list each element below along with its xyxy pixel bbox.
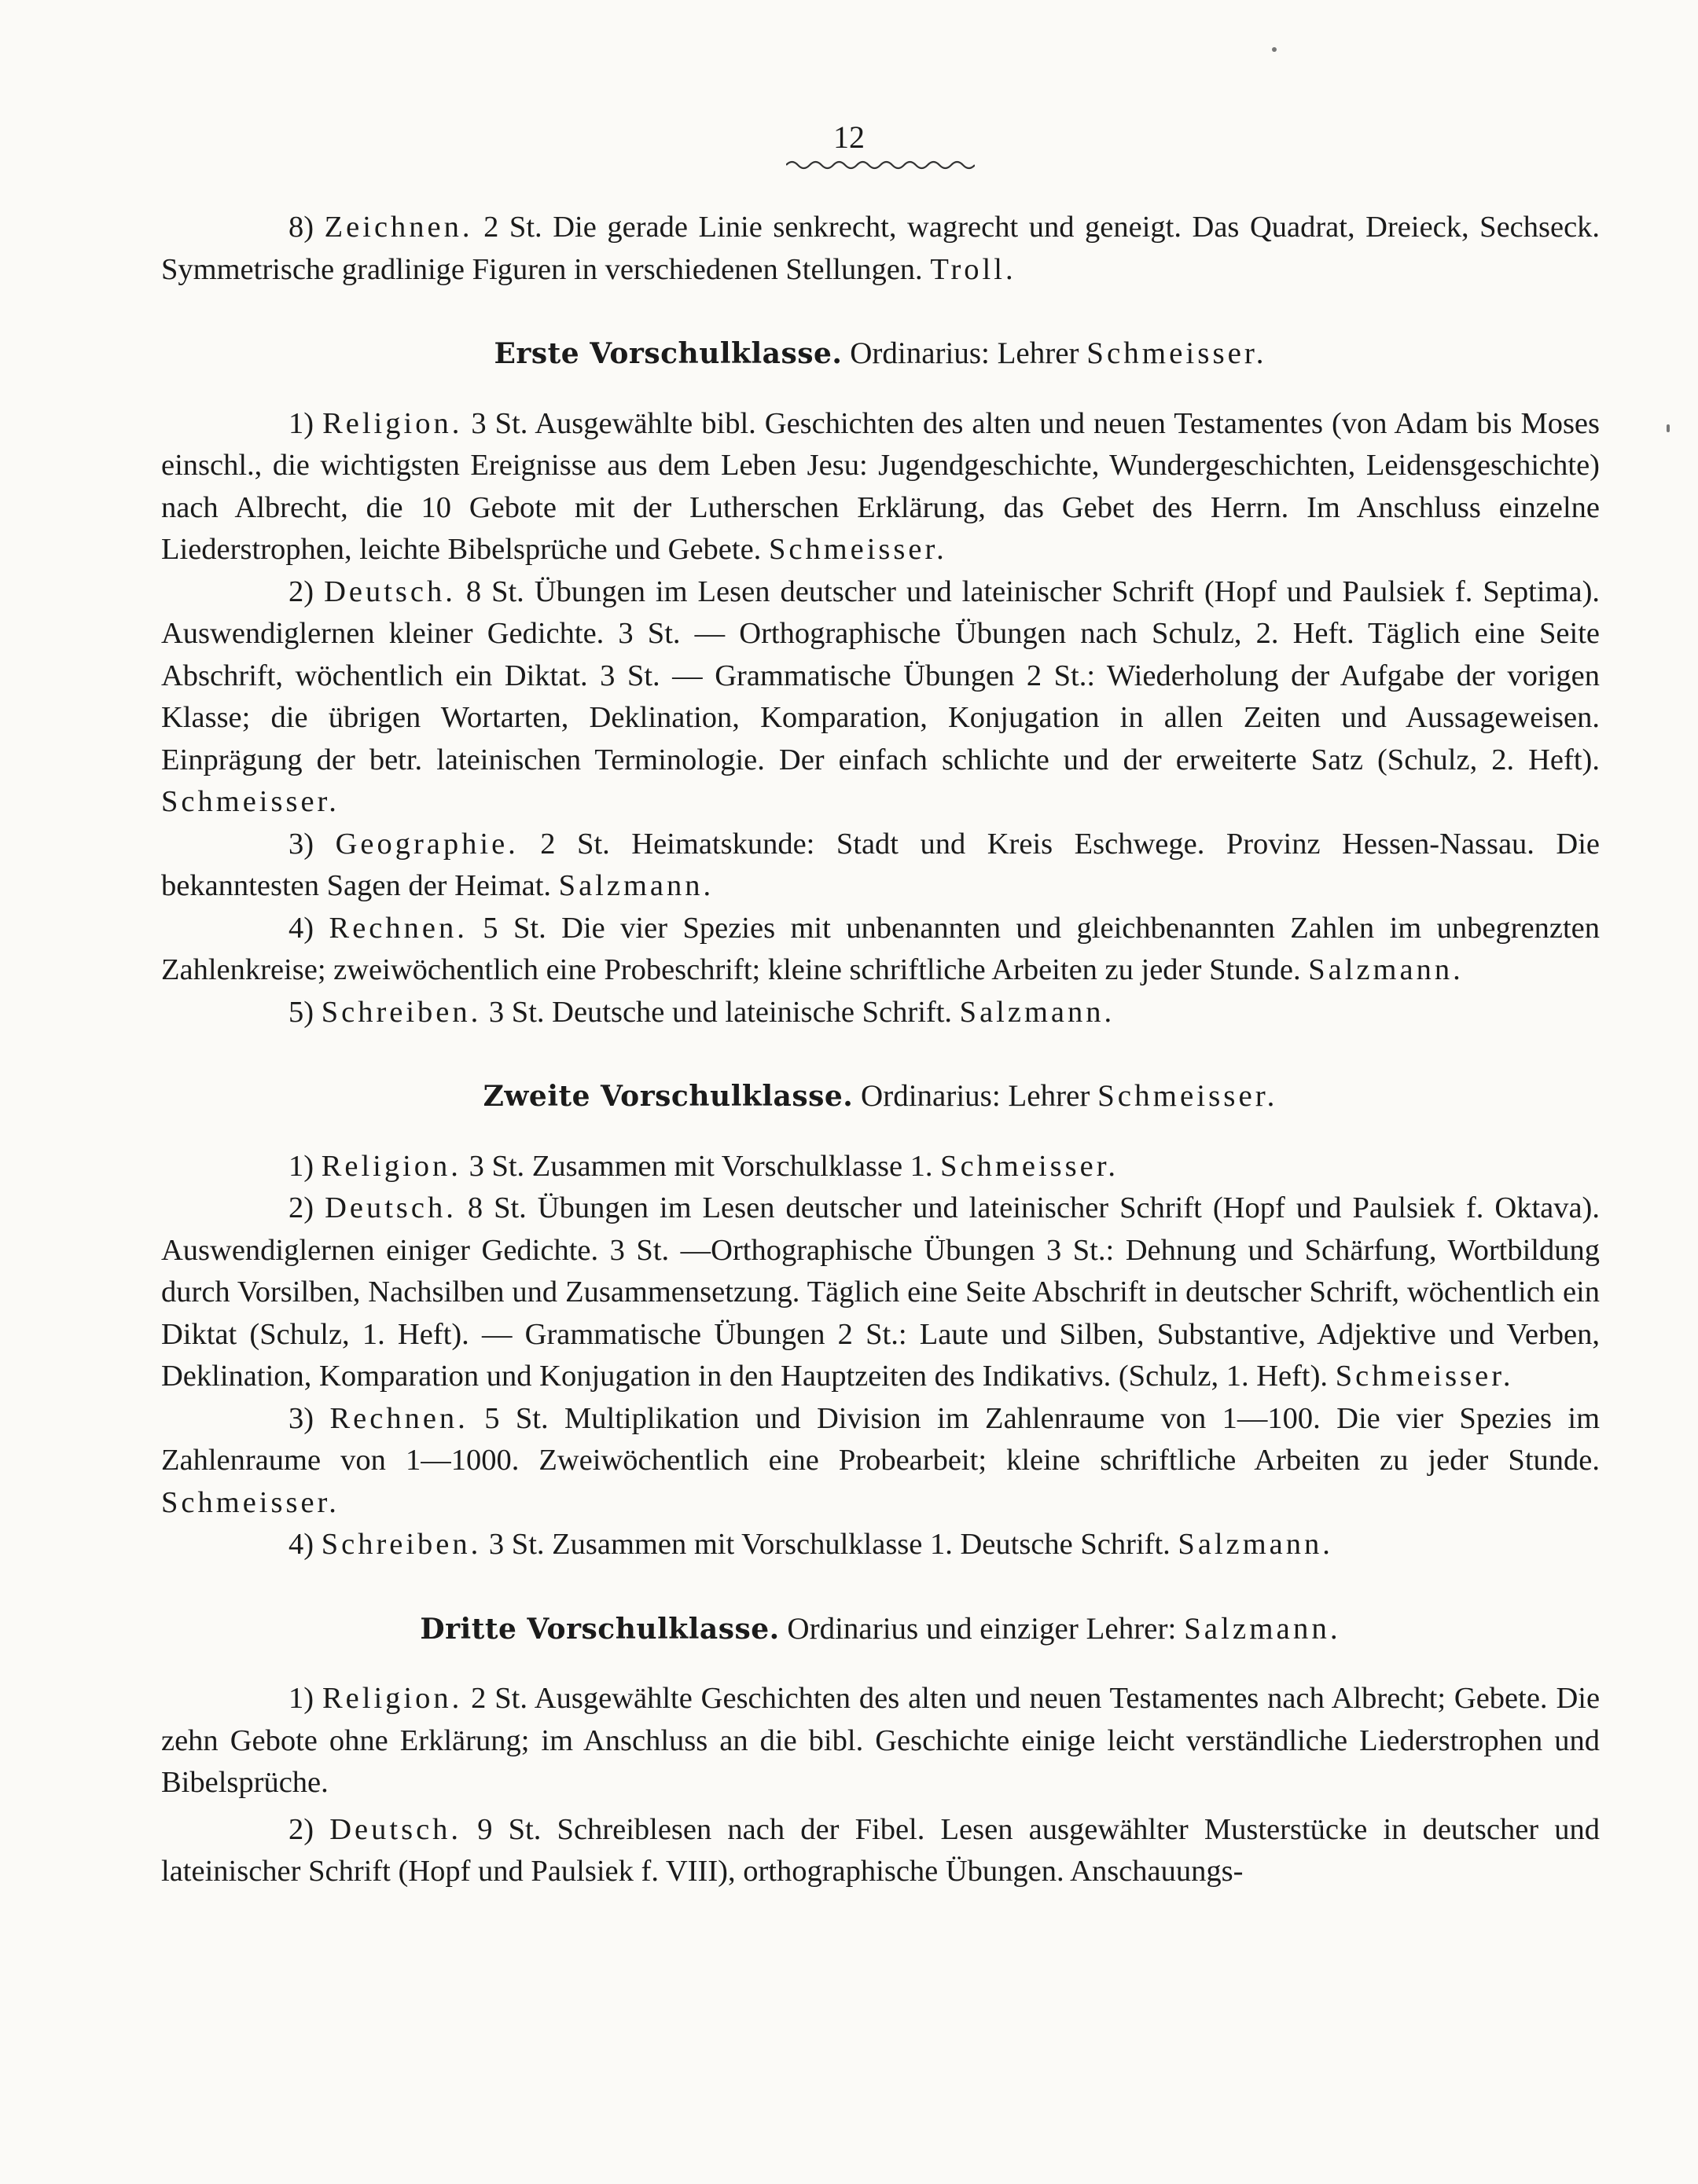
paragraph-text: Übungen im Lesen deutscher und lateinischer Schrift (Hopf und Paulsiek f. Oktava). Auswendiglernen einiger Gedichte. 3 St. —Orthographische Übungen 3 St.: Dehnung und Schärfung, Wortbildung durch Vorsilben, Nachsilben und Zusammensetzung. Täglich eine Seite Abschrift in deutscher Schrift, wöchentlich ein Diktat (Schulz, 1. Heft). — Grammatische Übungen 2 St.: Laute und Silben, Substantive, Adjektive und Verben, Deklination, Komparation und Konjugation in den Hauptzeiten des Indikativs. (Schulz, 1. Heft). (161, 1191, 1601, 1393)
paragraph-text: Zusammen mit Vorschulklasse 1. Deutsche Schrift. (552, 1528, 1171, 1561)
paragraph-rechnen (161, 1398, 1600, 1525)
teacher-name: Schmeisser. (768, 533, 947, 566)
subject-name: Rechnen. (329, 911, 468, 945)
teacher-name: Schmeisser. (1335, 1360, 1514, 1393)
paragraph-schreiben (161, 1524, 1600, 1566)
class-title: Dritte Vorschulklasse. (420, 1612, 780, 1646)
paragraph-text: Heimatskunde: Stadt und Kreis Eschwege. Provinz Hessen-Nassau. Die bekanntesten Sagen der Heimat. (161, 827, 1601, 902)
paragraph-text: Die vier Spezies mit unbenannten und gleichbenannten Zahlen im unbegrenzten Zahlenkreise; zweiwöchentlich eine Probeschrift; kleine schriftliche Arbeiten zu jeder Stunde. (161, 911, 1601, 986)
ordinarius-label: Ordinarius und einziger Lehrer: (787, 1611, 1177, 1646)
class-title: Erste Vorschulklasse. (494, 337, 843, 370)
teacher-name: Schmeisser. (940, 1149, 1119, 1183)
scan-speck (1272, 47, 1277, 52)
item-number: 1) (289, 406, 314, 440)
item-number: 4) (289, 1528, 314, 1561)
paragraph-schreiben (161, 992, 1600, 1034)
subject-name: Religion. (321, 1149, 461, 1183)
subject-name: Zeichnen. (324, 211, 473, 244)
wavy-rule-ornament (786, 159, 975, 171)
subject-name: Schreiben. (321, 1528, 482, 1561)
body-text (161, 207, 1600, 1893)
hours: 3 St. (469, 1149, 525, 1183)
item-number: 8) (289, 211, 314, 244)
ordinarius-label: Ordinarius: Lehrer (861, 1079, 1090, 1113)
hours: 8 St. (467, 1191, 527, 1224)
paragraph-deutsch (161, 571, 1600, 824)
paragraph-deutsch (161, 1187, 1600, 1398)
hours: 3 St. (471, 406, 528, 440)
paragraph-text: Zusammen mit Vorschulklasse 1. (531, 1149, 933, 1183)
ordinarius-name: Salzmann. (1184, 1611, 1341, 1646)
item-number: 2) (289, 1191, 314, 1224)
paragraph-text: Übungen im Lesen deutscher und lateinischer Schrift (Hopf und Paulsiek f. Septima). Auswendiglernen kleiner Gedichte. 3 St. — Orthographische Übungen nach Schulz, 2. Heft. Täglich eine Seite Abschrift, wöchentlich ein Diktat. 3 St. — Grammatische Übungen 2 St.: Wiederholung der Aufgabe der vorigen Klasse; die übrigen Wortarten, Deklination, Komparation, Konjugation in allen Zeiten und Aussageweisen. Einprägung der betr. lateinischen Terminologie. Der einfach schlichte und der erweiterte Satz (Schulz, 2. Heft). (161, 574, 1601, 776)
teacher-name: Salzmann. (959, 995, 1115, 1029)
ordinarius-label: Ordinarius: Lehrer (850, 336, 1079, 370)
subject-name: Geographie. (335, 827, 519, 861)
page-number: 12 (833, 119, 865, 155)
paragraph-text: Ausgewählte Geschichten des alten und neuen Testamentes nach Albrecht; Gebete. Die zehn Gebote ohne Erklärung; im Anschluss an die bibl. Geschichte einige leicht verständliche Liederstrophen und Bibelsprüche. (161, 1682, 1601, 1799)
item-number: 1) (289, 1149, 314, 1183)
hours: 8 St. (465, 574, 524, 608)
hours: 5 St. (483, 911, 546, 945)
hours: 3 St. (488, 1528, 545, 1561)
paragraph-geographie (161, 824, 1600, 908)
item-number: 3) (289, 1401, 314, 1435)
class-title: Zweite Vorschulklasse. (483, 1080, 854, 1113)
paragraph-rechnen (161, 908, 1600, 992)
heading-dritte-vorschulklasse (161, 1566, 1600, 1679)
subject-name: Deutsch. (324, 574, 456, 608)
paragraph-text: Multiplikation und Division im Zahlenraume von 1—100. Die vier Spezies im Zahlenraume von 1—1000. Zweiwöchentlich eine Probearbeit; kleine schriftliche Arbeiten zu jeder Stunde. (161, 1401, 1601, 1477)
teacher-name: Schmeisser. (161, 785, 340, 818)
hours: 5 St. (484, 1401, 549, 1435)
item-number: 1) (289, 1682, 314, 1715)
ordinarius-name: Schmeisser. (1097, 1079, 1278, 1113)
subject-name: Deutsch. (325, 1191, 457, 1224)
ordinarius-name: Schmeisser. (1086, 336, 1267, 370)
scan-speck (1667, 424, 1670, 432)
teacher-name: Salzmann. (1308, 953, 1464, 986)
paragraph-text: Die gerade Linie senkrecht, wagrecht und geneigt. Das Quadrat, Dreieck, Sechseck. Symmetrische gradlinige Figuren in verschiedenen Stellungen. (161, 211, 1601, 286)
heading-zweite-vorschulklasse (161, 1033, 1600, 1146)
subject-name: Religion. (322, 406, 463, 440)
item-number: 2) (289, 574, 314, 608)
heading-erste-vorschulklasse (161, 291, 1600, 403)
paragraph-text: Schreiblesen nach der Fibel. Lesen ausgewählter Musterstücke in deutscher und lateinischer Schrift (Hopf und Paulsiek f. VIII), orthographische Übungen. Anschauungs- (161, 1812, 1601, 1888)
paragraph-zeichnen (161, 207, 1600, 291)
item-number: 4) (289, 911, 314, 945)
hours: 2 St. (471, 1682, 528, 1715)
teacher-name: Troll. (930, 252, 1016, 286)
paragraph-text: Deutsche und lateinische Schrift. (552, 995, 953, 1029)
paragraph-text: Ausgewählte bibl. Geschichten des alten und neuen Testamentes (von Adam bis Moses einschl., die wichtigsten Ereignisse aus dem Leben Jesu: Jugendgeschichte, Wundergeschichten, Leidensgeschichte) nach Albrecht, die 10 Gebote mit der Lutherschen Erklärung, das Gebet des Herrn. Im Anschluss einzelne Liederstrophen, leichte Bibelsprüche und Gebete. (161, 406, 1601, 566)
hours: 2 St. (483, 211, 542, 244)
hours: 2 St. (540, 827, 610, 861)
subject-name: Religion. (322, 1682, 463, 1715)
item-number: 5) (289, 995, 314, 1029)
subject-name: Deutsch. (329, 1812, 462, 1846)
hours: 3 St. (488, 995, 545, 1029)
subject-name: Rechnen. (329, 1401, 469, 1435)
teacher-name: Salzmann. (558, 869, 715, 902)
paragraph-religion (161, 1146, 1600, 1188)
paragraph-religion (161, 403, 1600, 571)
teacher-name: Schmeisser. (161, 1485, 340, 1519)
hours: 9 St. (477, 1812, 542, 1846)
paragraph-religion (161, 1678, 1600, 1804)
teacher-name: Salzmann. (1178, 1528, 1333, 1561)
item-number: 3) (289, 827, 314, 861)
item-number: 2) (289, 1812, 314, 1846)
subject-name: Schreiben. (321, 995, 482, 1029)
paragraph-deutsch (161, 1809, 1600, 1893)
